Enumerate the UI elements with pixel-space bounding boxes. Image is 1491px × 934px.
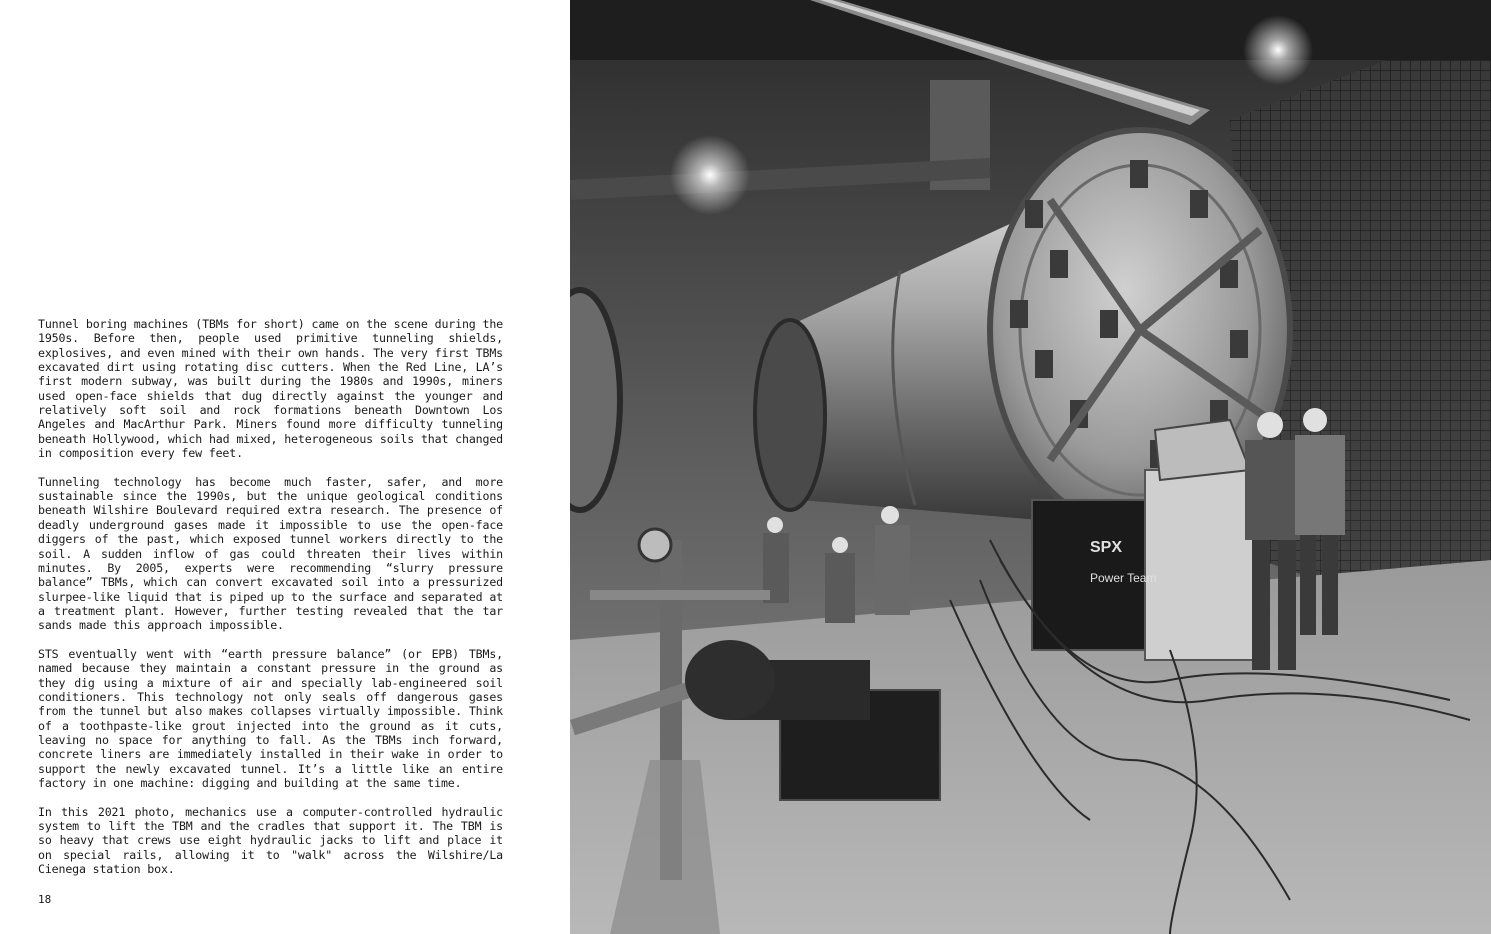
tbm-photo-illustration [570,0,1491,934]
work-light [1243,15,1313,85]
body-text [38,317,503,891]
cable-reel [685,640,775,720]
paragraph-4: In this 2021 photo, mechanics use a computer-controlled hydraulic system to lift the TBM and the cradles that support it. The TBM is so heavy that crews use eight hydraulic jacks to lift and place it on special rails, allowing it to "walk" across the Wilshire/La Cienega station box. [38,804,503,877]
page-number: 18 [38,893,52,906]
paragraph-2: Tunneling technology has become much faster, safer, and more sustainable since the 1990s, but the unique geological conditions beneath Wilshire Boulevard required extra research. The presence of deadly underground gases made it impossible to use the open-face diggers of the past, which exposed tunnel workers directly to the soil. A sudden inflow of gas could threaten their lives within minutes. By 2005, experts were recommending “slurry pressure balance” TBMs, which can convert excavated soil into a pressurized slurpee-like liquid that is piped up to the surface and separated at a treatment plant. However, further testing revealed that the tar sands made this approach impossible. [38,474,503,633]
spx-label: SPX [1090,539,1123,556]
paragraph-1: Tunnel boring machines (TBMs for short) came on the scene during the 1950s. Before then, people used primitive tunneling shields, explosives, and even mined with their own hands. The very first TBMs excavated dirt using rotating disc cutters. When the Red Line, LA’s first modern subway, was built during the 1980s and 1990s, miners used open-face shields that dug directly against the younger and relatively soft soil and rock formations beneath Downtown Los Angeles and MacArthur Park. Miners found more difficulty tunneling beneath Hollywood, which had mixed, heterogeneous soils that changed in composition every few feet. [38,317,503,461]
tbm-photo [570,0,1491,934]
work-light [670,135,750,215]
power-team-label: Power Team [1090,571,1157,585]
pressure-gauge [639,529,671,561]
paragraph-3: STS eventually went with “earth pressure balance” (or EPB) TBMs, named because they maintain a constant pressure in the ground as they dig using a mixture of air and specially lab-engineered soil conditioners. This technology not only seals off dangerous gases from the tunnel but also makes collapses virtually impossible. Think of a toothpaste-like grout injected into the ground as it cuts, leaving no space for anything to fall. As the TBMs inch forward, concrete liners are immediately installed in their wake in order to support the newly excavated tunnel. It’s a little like an entire factory in one machine: digging and building at the same time. [38,646,503,790]
left-page [0,0,570,934]
